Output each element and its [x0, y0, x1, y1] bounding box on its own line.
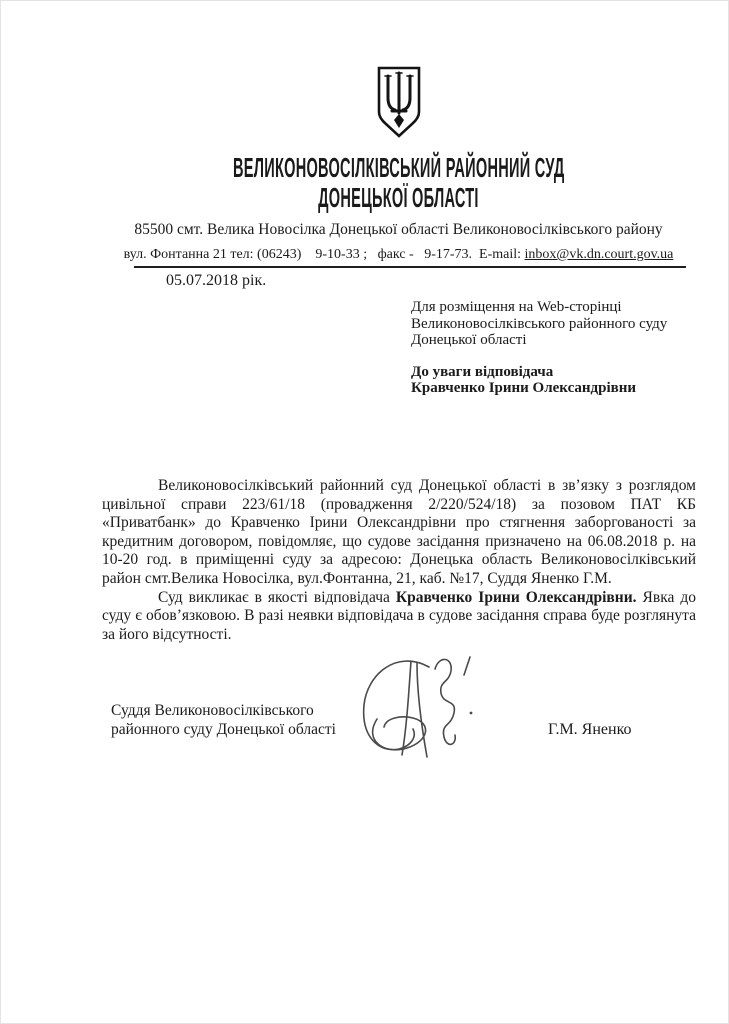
recipient-line: Для розміщення на Web-сторінці	[411, 299, 622, 315]
body-paragraph-2	[102, 589, 696, 645]
court-address-line: 85500 смт. Велика Новосілка Донецької області Великоновосілківського району	[134, 221, 663, 238]
ukraine-trident-emblem-icon	[375, 65, 423, 141]
document-date: 05.07.2018 рік.	[166, 272, 267, 289]
court-contacts-line	[34, 246, 729, 264]
judge-name: Г.М. Яненко	[548, 721, 632, 738]
body-paragraph-1: Великоновосілківський районний суд Донецької області в зв’язку з розглядом цивільної справи 223/61/18 (провадження 2/220/524/18) за позовом ПАТ КБ «Приватбанк» до Кравченко Ірини Олександрівни про стягнення заборгованості за кредитним договором, повідомляє, що судове засідання призначено на 06.08.2018 р. на 10-20 год. в приміщенні суду за адресою: Донецька область Великоновосілківський район смт.Велика Новосілка, вул.Фонтанна, 21, каб. №17, Суддя Яненко Г.М.	[102, 477, 696, 587]
signer-title-line: районного суду Донецької області	[111, 721, 336, 738]
header-divider-rule	[134, 266, 686, 268]
paragraph2-text: Явка до суду є обов’язковою. В разі неявки відповідача в судове засідання справа буде розглянута за його відсутності.	[102, 588, 697, 643]
signer-title-line: Суддя Великоновосілківського	[111, 702, 314, 719]
paragraph2-text: Суд викликає в якості відповідача	[158, 588, 396, 606]
signer-title-block	[111, 701, 371, 739]
court-name-line2: ДОНЕЦЬКОЇ ОБЛАСТІ	[318, 182, 479, 213]
court-email-link[interactable]: inbox@vk.dn.court.gov.ua	[524, 247, 674, 262]
attention-heading: До уваги відповідача	[411, 363, 554, 380]
court-name-line1: ВЕЛИКОНОВОСІЛКІВСЬКИЙ РАЙОННИЙ СУД	[232, 152, 565, 183]
defendant-name-bold: Кравченко Ірини Олександрівни.	[395, 588, 637, 606]
recipient-line: Донецької області	[411, 332, 527, 348]
contacts-text: вул. Фонтанна 21 тел: (06243) 9-10-33 ; факс - 9-17-73. E-mail:	[123, 247, 525, 262]
defendant-name: Кравченко Ірини Олександрівни	[411, 380, 637, 396]
letter-body	[102, 477, 696, 644]
recipient-block	[411, 299, 701, 397]
recipient-line: Великоновосілківського районного суду	[411, 315, 668, 332]
handwritten-signature-icon	[351, 647, 479, 763]
